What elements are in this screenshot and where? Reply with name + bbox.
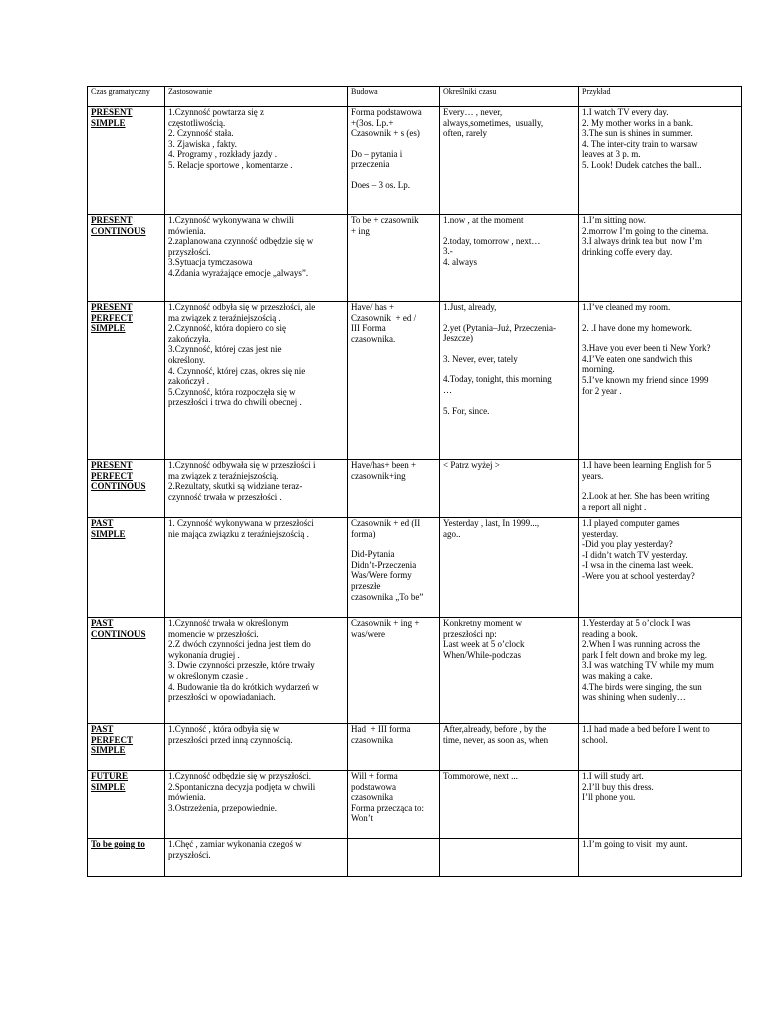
cell-tense: [88, 724, 165, 771]
cell-line: 4. always: [443, 256, 477, 267]
cell-budowa: [348, 215, 440, 302]
table-row: [88, 460, 742, 518]
cell-line: Forma podstawowa: [351, 107, 422, 117]
cell-line: ma związek z teraźniejszością .: [168, 312, 281, 323]
cell-line: CONTINOUS: [91, 225, 146, 236]
cell-line: CONTINOUS: [91, 481, 146, 492]
cell-line: 4.Today, tonight, this morning: [443, 374, 552, 385]
cell-okresliniki: [440, 518, 579, 618]
cell-line: 4. The inter-city train to warsaw: [582, 138, 698, 149]
cell-line: + ing: [351, 225, 370, 236]
cell-line: PRESENT: [91, 107, 133, 117]
cell-line: PRESENT: [91, 215, 133, 225]
cell-line: SIMPLE: [91, 117, 126, 128]
cell-line: 2. .I have done my homework.: [582, 322, 692, 333]
cell-line: 1.I’m going to visit my aunt.: [582, 839, 688, 849]
table-row: [88, 724, 742, 771]
cell-line: 1.I played computer games: [582, 518, 680, 528]
cell-line: podstawowa: [351, 781, 396, 792]
cell-line: morning.: [582, 364, 615, 375]
cell-line: SIMPLE: [91, 745, 126, 756]
cell-line: 3.The sun is shines in summer.: [582, 128, 693, 139]
cell-line: Every… , never,: [443, 107, 503, 117]
cell-line: To be + czasownik: [351, 215, 419, 225]
cell-okresliniki: [440, 839, 579, 877]
cell-przyklad: [579, 460, 742, 518]
cell-line: After,already, before , by the: [443, 724, 547, 734]
cell-line: When/While-podczas: [443, 649, 521, 660]
line-gap: [443, 364, 575, 374]
cell-line: 3. Zjawiska , fakty.: [168, 138, 237, 149]
cell-line: 2.zaplanowana czynność odbędzie się w: [168, 236, 314, 247]
cell-line: CONTINOUS: [91, 628, 146, 639]
cell-przyklad: [579, 215, 742, 302]
cell-line: 3. Dwie czynności przeszłe, które trwały: [168, 660, 315, 671]
cell-line: 1.I’m sitting now.: [582, 215, 646, 225]
line-gap: [443, 226, 575, 236]
cell-line: 4. Programy , rozkłady jazdy .: [168, 149, 277, 160]
cell-line: 4. Czynność, której czas, okres się nie: [168, 365, 306, 376]
cell-line: Konkretny moment w: [443, 618, 522, 628]
cell-line: 1.Czynność odbywała się w przeszłości i: [168, 460, 316, 470]
cell-line: 1.I watch TV every day.: [582, 107, 669, 117]
cell-zastosowanie: [165, 724, 348, 771]
line-gap: [443, 396, 575, 406]
cell-line: reading a book.: [582, 628, 638, 639]
cell-line: 1. Czynność wykonywana w przeszłości: [168, 518, 314, 528]
cell-line: 1.Czynność trwała w określonym: [168, 618, 289, 628]
cell-tense: [88, 518, 165, 618]
cell-line: 4.The birds were singing, the sun: [582, 681, 702, 692]
cell-line: przeszłości w opowiadaniach.: [168, 692, 276, 703]
cell-zastosowanie: [165, 839, 348, 877]
cell-line: Last week at 5 o’clock: [443, 639, 525, 650]
cell-line: +(3os. Lp.+: [351, 117, 394, 128]
cell-line: 5.I’ve known my friend since 1999: [582, 374, 709, 385]
cell-line: przyszłości.: [168, 246, 211, 257]
cell-tense: [88, 302, 165, 460]
table-row: [88, 618, 742, 724]
cell-line: 2.Look at her. She has been writing: [582, 491, 710, 502]
cell-line: Was/Were formy: [351, 570, 412, 581]
header-row: [88, 87, 742, 107]
cell-line: Did-Pytania: [351, 549, 395, 560]
cell-line: zakończył .: [168, 376, 209, 387]
cell-line: 4. Budowanie tła do krótkich wydarzeń w: [168, 681, 319, 692]
cell-line: PERFECT: [91, 312, 134, 323]
cell-line: 1.Yesterday at 5 o’clock I was: [582, 618, 691, 628]
cell-line: -Did you play yesterday?: [582, 539, 673, 550]
cell-line: 1.Czynność powtarza się z: [168, 107, 264, 117]
cell-line: określony.: [168, 354, 206, 365]
cell-line: przyszłości.: [168, 849, 211, 860]
cell-budowa: [348, 518, 440, 618]
cell-line: 2.I’ll buy this dress.: [582, 781, 654, 792]
cell-okresliniki: [440, 618, 579, 724]
cell-line: 2.yet (Pytania–Już, Przeczenia-: [443, 322, 556, 333]
line-gap: [351, 539, 436, 549]
cell-przyklad: [579, 724, 742, 771]
cell-line: PRESENT: [91, 302, 133, 312]
cell-line: 3.Czynność, której czas jest nie: [168, 344, 282, 355]
cell-line: 3. Never, ever, tately: [443, 353, 518, 364]
cell-line: czynność trwała w przeszłości .: [168, 491, 282, 502]
cell-line: SIMPLE: [91, 781, 126, 792]
cell-line: Does – 3 os. Lp.: [351, 179, 410, 190]
cell-line: a report all night .: [582, 501, 647, 512]
cell-przyklad: [579, 302, 742, 460]
cell-line: 2.Rezultaty, skutki są widziane teraz-: [168, 481, 303, 492]
cell-zastosowanie: [165, 215, 348, 302]
cell-line: 2. Czynność stała.: [168, 128, 234, 139]
cell-tense: [88, 839, 165, 877]
header-czas: Czas gramatyczny: [88, 87, 165, 107]
cell-line: drinking coffe every day.: [582, 246, 673, 257]
cell-zastosowanie: [165, 107, 348, 215]
cell-line: nie mająca związku z teraźniejszością .: [168, 528, 309, 539]
cell-line: 5. Relacje sportowe , komentarze .: [168, 159, 293, 170]
cell-line: ma związek z teraźniejszością.: [168, 470, 279, 481]
cell-line: Didn’t-Przeczenia: [351, 559, 417, 570]
cell-przyklad: [579, 518, 742, 618]
cell-line: FUTURE: [91, 771, 129, 781]
header-zastosowanie: Zastosowanie: [165, 87, 348, 107]
cell-line: Jeszcze): [443, 333, 473, 344]
cell-zastosowanie: [165, 518, 348, 618]
cell-okresliniki: [440, 771, 579, 839]
cell-line: 1.I have been learning English for 5: [582, 460, 712, 470]
cell-line: Czasownik + s (es): [351, 128, 420, 139]
cell-budowa: [348, 839, 440, 877]
cell-line: -I wsa in the cinema last week.: [582, 560, 694, 571]
cell-budowa: [348, 618, 440, 724]
cell-line: PAST: [91, 618, 114, 628]
cell-line: Won’t: [351, 813, 374, 824]
header-okresliniki: Określniki czasu: [440, 87, 579, 107]
cell-line: PERFECT: [91, 470, 134, 481]
cell-line: 1.Just, already,: [443, 302, 497, 312]
cell-line: 5. Look! Dudek catches the ball..: [582, 159, 702, 170]
cell-line: 3.Ostrzeżenia, przepowiednie.: [168, 802, 277, 813]
cell-line: often, rarely: [443, 128, 487, 139]
cell-line: ago..: [443, 528, 461, 539]
cell-line: czasownika.: [351, 333, 396, 344]
cell-budowa: [348, 107, 440, 215]
cell-line: 1.Cynność , która odbyła się w: [168, 724, 280, 734]
cell-line: czasownik+ing: [351, 470, 406, 481]
cell-przyklad: [579, 771, 742, 839]
cell-line: Do – pytania i: [351, 148, 403, 159]
cell-line: 3.Have you ever been ti New York?: [582, 343, 711, 354]
cell-line: 3.Sytuacja tymczasowa: [168, 257, 253, 268]
cell-line: 2.Spontaniczna decyzja podjęta w chwili: [168, 781, 316, 792]
cell-line: always,sometimes, usually,: [443, 117, 544, 128]
cell-line: 3.I was watching TV while my mum: [582, 660, 714, 671]
line-gap: [582, 313, 738, 323]
cell-line: …: [443, 384, 452, 395]
cell-line: -Were you at school yesterday?: [582, 570, 695, 581]
cell-line: 1.Czynność odbędzie się w przyszłości.: [168, 771, 311, 781]
cell-line: PAST: [91, 724, 114, 734]
cell-line: was shining when sudenly…: [582, 692, 686, 703]
cell-line: przeszłe: [351, 580, 381, 591]
cell-zastosowanie: [165, 771, 348, 839]
cell-zastosowanie: [165, 618, 348, 724]
cell-line: leaves at 3 p. m.: [582, 149, 641, 160]
line-gap: [351, 170, 436, 180]
line-gap: [351, 139, 436, 149]
cell-line: w określonym czasie .: [168, 670, 248, 681]
cell-line: was/were: [351, 628, 385, 639]
cell-line: mówienia.: [168, 792, 206, 803]
cell-line: 1.Czynność wykonywana w chwili: [168, 215, 294, 225]
cell-line: 2. My mother works in a bank.: [582, 117, 693, 128]
cell-line: SIMPLE: [91, 528, 126, 539]
cell-line: czasownika „To be”: [351, 591, 424, 602]
cell-okresliniki: [440, 107, 579, 215]
cell-line: 2.When I was running across the: [582, 639, 700, 650]
cell-okresliniki: [440, 215, 579, 302]
cell-line: mówienia.: [168, 225, 206, 236]
cell-line: 1.I will study art.: [582, 771, 644, 781]
cell-line: zakończyła.: [168, 333, 211, 344]
cell-line: Tommorowe, next ...: [443, 771, 518, 781]
cell-line: 1.Czynność odbyła się w przeszłości, ale: [168, 302, 316, 312]
cell-budowa: [348, 302, 440, 460]
cell-line: 1.Chęć , zamiar wykonania czegoś w: [168, 839, 302, 849]
cell-line: park I felt down and broke my leg.: [582, 649, 707, 660]
cell-line: Will + forma: [351, 771, 398, 781]
cell-line: PRESENT: [91, 460, 133, 470]
cell-zastosowanie: [165, 302, 348, 460]
cell-line: < Patrz wyżej >: [443, 460, 500, 470]
cell-line: school.: [582, 734, 608, 745]
cell-okresliniki: [440, 724, 579, 771]
cell-line: Have/has+ been +: [351, 460, 417, 470]
cell-line: Czasownik + ing +: [351, 618, 420, 628]
cell-line: 5. For, since.: [443, 405, 490, 416]
cell-tense: [88, 460, 165, 518]
table-row: [88, 215, 742, 302]
line-gap: [443, 344, 575, 354]
cell-przyklad: [579, 618, 742, 724]
cell-line: Czasownik + ed /: [351, 312, 417, 323]
header-budowa: Budowa: [348, 87, 440, 107]
cell-line: 4.Zdania wyrażające emocje „always”.: [168, 267, 309, 278]
cell-line: for 2 year .: [582, 385, 622, 396]
cell-line: przeszłości np:: [443, 628, 497, 639]
cell-line: 2.Z dwóch czynności jedna jest tłem do: [168, 639, 311, 650]
cell-przyklad: [579, 107, 742, 215]
line-gap: [582, 333, 738, 343]
cell-line: momencie w przeszłości.: [168, 628, 259, 639]
cell-line: time, never, as soon as, when: [443, 734, 549, 745]
cell-okresliniki: [440, 302, 579, 460]
table-row: [88, 518, 742, 618]
cell-okresliniki: [440, 460, 579, 518]
cell-line: Yesterday , last, In 1999...,: [443, 518, 540, 528]
cell-line: czasownika: [351, 792, 393, 803]
cell-line: years.: [582, 470, 604, 481]
cell-line: Had + III forma: [351, 724, 411, 734]
table-row: [88, 302, 742, 460]
cell-line: 3.-: [443, 246, 453, 257]
cell-line: częstotliwością.: [168, 117, 226, 128]
cell-line: SIMPLE: [91, 323, 126, 334]
table-body: [88, 87, 742, 877]
cell-tense: [88, 215, 165, 302]
cell-line: -I didn’t watch TV yesterday.: [582, 549, 688, 560]
cell-przyklad: [579, 839, 742, 877]
cell-line: was making a cake.: [582, 670, 653, 681]
cell-line: 2.Czynność, która dopiero co się: [168, 323, 286, 334]
cell-line: To be going to: [91, 839, 145, 849]
table-row: [88, 771, 742, 839]
cell-line: 2.morrow I’m going to the cinema.: [582, 225, 709, 236]
cell-tense: [88, 107, 165, 215]
cell-budowa: [348, 771, 440, 839]
cell-line: Czasownik + ed (II: [351, 518, 421, 528]
header-przyklad: Przykład: [579, 87, 742, 107]
cell-budowa: [348, 460, 440, 518]
line-gap: [443, 313, 575, 323]
cell-zastosowanie: [165, 460, 348, 518]
cell-line: 1.I had made a bed before I went to: [582, 724, 710, 734]
cell-line: 4.I’Ve eaten one sandwich this: [582, 353, 693, 364]
cell-line: czasownika: [351, 734, 393, 745]
cell-line: Forma przecząca to:: [351, 802, 424, 813]
cell-line: 1.now , at the moment: [443, 215, 524, 225]
cell-line: przeszłości i trwa do chwili obecnej .: [168, 397, 302, 408]
cell-line: przeszłości przed inną czynnością.: [168, 734, 293, 745]
cell-tense: [88, 618, 165, 724]
cell-line: 3.I always drink tea but now I’m: [582, 236, 702, 247]
table-row: [88, 107, 742, 215]
line-gap: [582, 481, 738, 491]
cell-line: przeczenia: [351, 159, 390, 170]
table-row: [88, 839, 742, 877]
cell-line: 2.today, tomorrow , next…: [443, 235, 541, 246]
cell-budowa: [348, 724, 440, 771]
cell-line: III Forma: [351, 323, 386, 334]
cell-line: 1.I’ve cleaned my room.: [582, 302, 671, 312]
cell-line: yesterday.: [582, 528, 619, 539]
cell-line: PAST: [91, 518, 114, 528]
cell-line: 5.Czynność, która rozpoczęła się w: [168, 386, 296, 397]
cell-line: wykonania drugiej .: [168, 649, 240, 660]
grammar-tenses-table: [87, 86, 742, 877]
cell-line: Have/ has +: [351, 302, 395, 312]
cell-line: forma): [351, 528, 376, 539]
cell-line: PERFECT: [91, 734, 134, 745]
cell-line: I’ll phone you.: [582, 792, 636, 803]
cell-tense: [88, 771, 165, 839]
